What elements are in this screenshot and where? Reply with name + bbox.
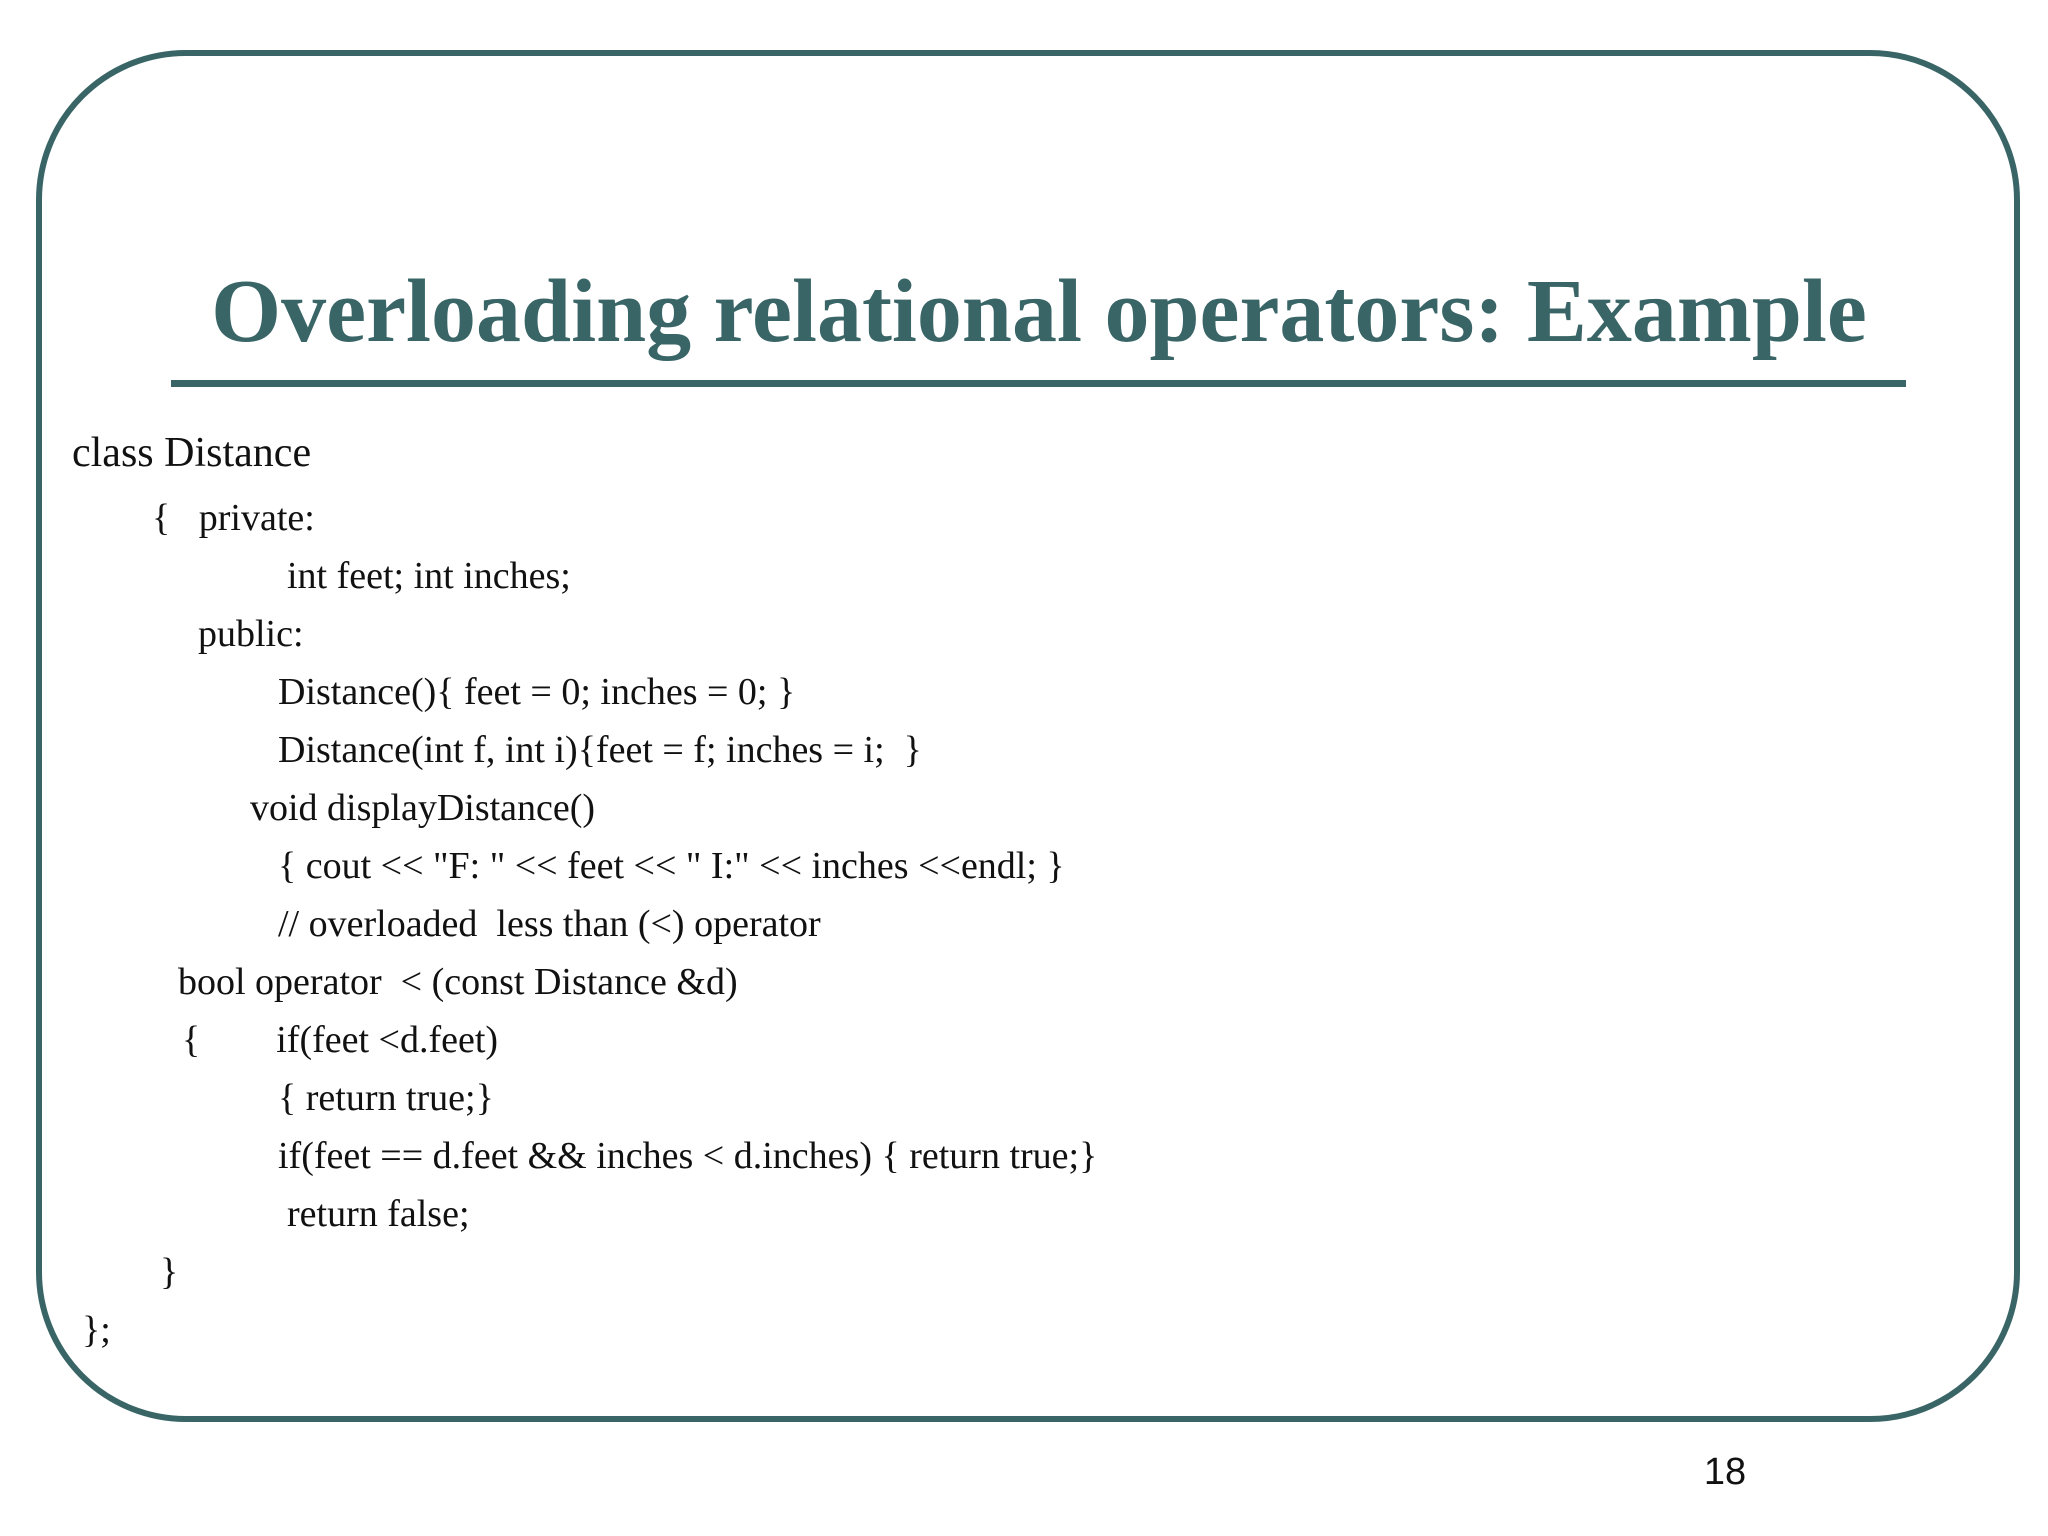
code-line: public:: [198, 613, 304, 655]
code-line: class Distance: [72, 430, 312, 476]
code-line: { return true;}: [278, 1077, 494, 1119]
title-underline: [171, 380, 1906, 387]
code-line: { if(feet <d.feet): [182, 1019, 499, 1061]
code-line: bool operator < (const Distance &d): [178, 961, 738, 1003]
code-line: Distance(int f, int i){feet = f; inches = i; }: [278, 729, 922, 771]
code-line: // overloaded less than (<) operator: [278, 903, 821, 945]
code-line: }: [160, 1251, 179, 1293]
code-line: Distance(){ feet = 0; inches = 0; }: [278, 671, 796, 713]
slide-title: Overloading relational operators: Example: [211, 262, 1867, 361]
code-line: { cout << "F: " << feet << " I:" << inches <<endl; }: [278, 845, 1065, 887]
code-line: void displayDistance(): [250, 787, 596, 829]
code-line: if(feet == d.feet && inches < d.inches) { return true;}: [278, 1135, 1098, 1177]
page-number: 18: [1703, 1451, 1747, 1493]
code-line: { private:: [152, 497, 315, 539]
code-line: return false;: [287, 1193, 470, 1235]
code-line: int feet; int inches;: [287, 555, 571, 597]
code-line: };: [82, 1309, 111, 1351]
